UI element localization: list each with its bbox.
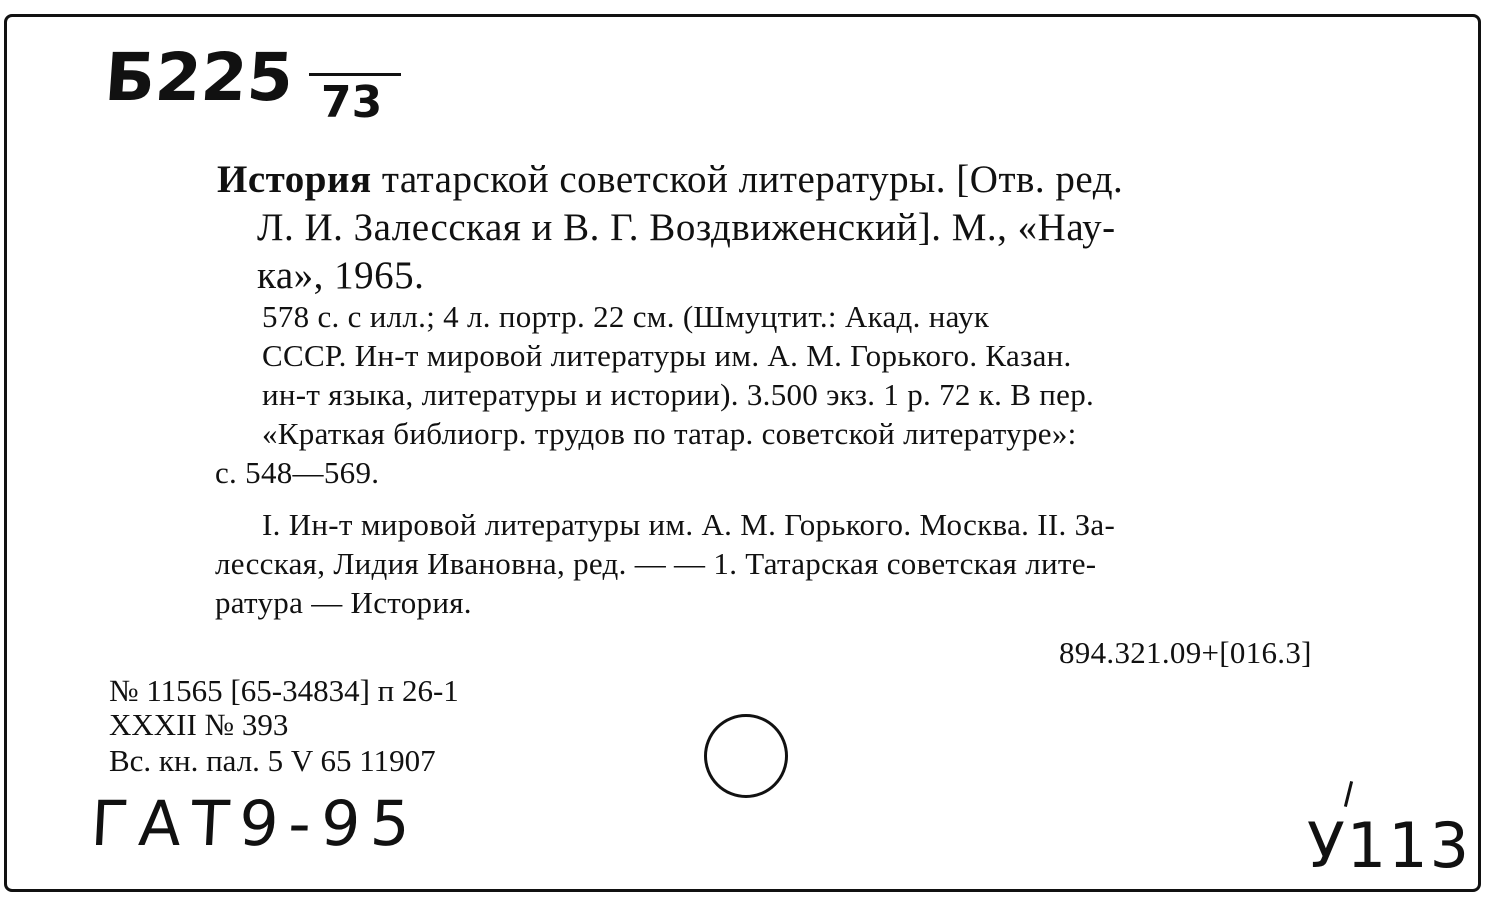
title-lead: История <box>217 158 372 201</box>
description-line-2: СССР. Ин-т мировой литературы им. А. М. Горького. Казан. <box>262 338 1072 373</box>
description-line-5: с. 548—569. <box>215 455 380 490</box>
call-number-fraction-line <box>309 73 401 76</box>
handwritten-inventory-mark: ГАТ9-95 <box>89 787 422 860</box>
description-line-3: ин-т языка, литературы и истории). 3.500 экз. 1 р. 72 к. В пер. <box>262 377 1095 412</box>
card-punch-hole <box>704 714 788 798</box>
title-line-1 <box>217 157 1123 202</box>
call-number-sub: 73 <box>321 77 383 128</box>
handwritten-shelf-mark: У113 <box>1307 809 1472 882</box>
classification-number: 894.321.09+[016.3] <box>1059 635 1312 670</box>
footer-line-3: Вс. кн. пал. 5 V 65 11907 <box>109 743 436 778</box>
description-line-1: 578 с. с илл.; 4 л. портр. 22 см. (Шмуцтит.: Акад. наук <box>262 299 990 334</box>
tracing-line-3: ратура — История. <box>215 585 472 620</box>
footer-line-2: XXXII № 393 <box>109 707 289 742</box>
title-rest: татарской советской литературы. [Отв. ред. <box>371 158 1124 201</box>
handwritten-tick-mark <box>1344 781 1353 807</box>
tracing-line-2: лесская, Лидия Ивановна, ред. — — 1. Татарская советская лите- <box>215 546 1097 581</box>
tracing-line-1: I. Ин-т мировой литературы им. А. М. Горького. Москва. II. За- <box>262 507 1116 542</box>
title-line-2: Л. И. Залесская и В. Г. Воздвиженский]. М., «Нау- <box>257 206 1116 249</box>
catalog-card <box>4 14 1481 892</box>
footer-line-1: № 11565 [65-34834] п 26-1 <box>109 673 459 708</box>
title-line-3: ка», 1965. <box>257 254 425 297</box>
description-line-4: «Краткая библиогр. трудов по татар. советской литературе»: <box>262 416 1077 451</box>
call-number-main: Б225 <box>102 39 296 116</box>
